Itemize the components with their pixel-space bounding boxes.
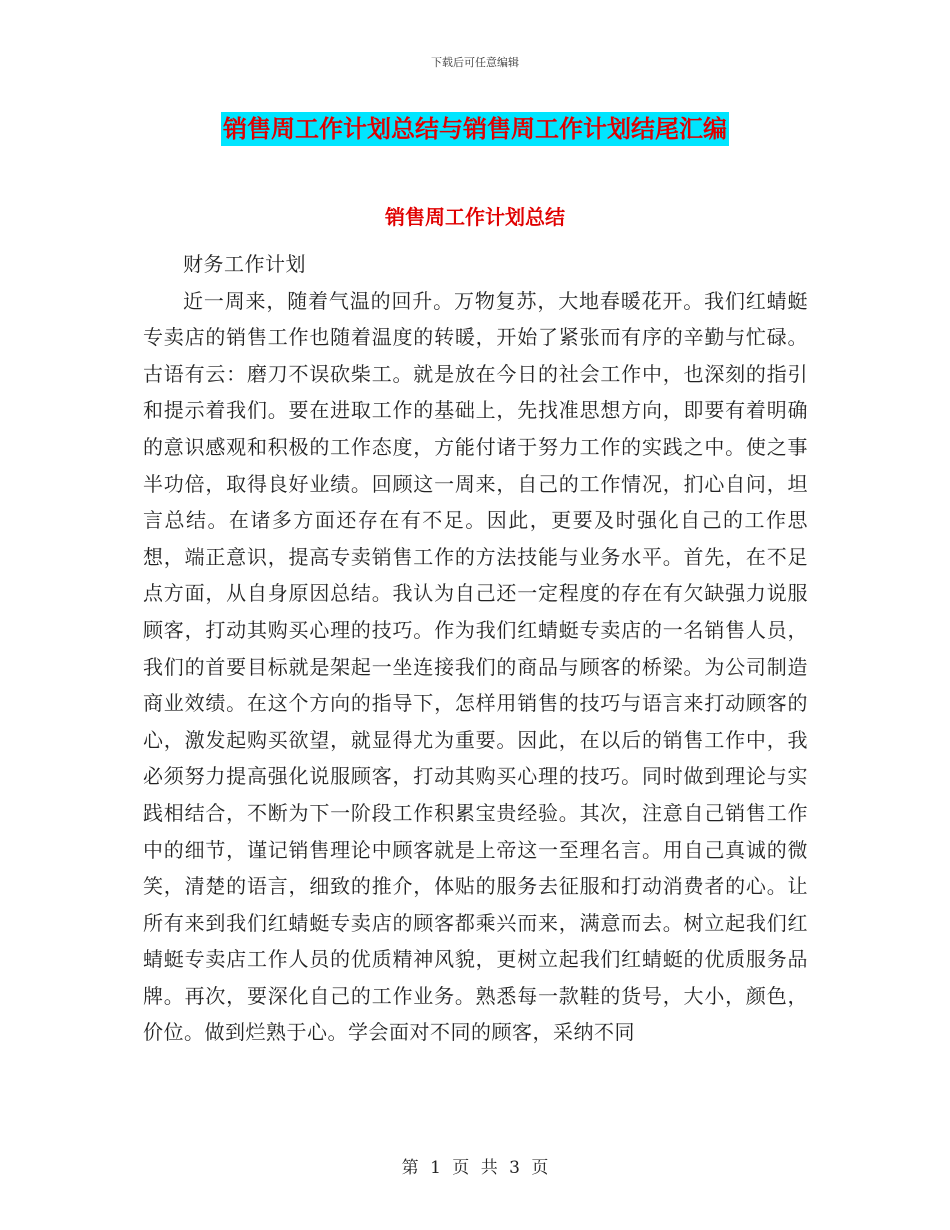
paragraph-body: 近一周来，随着气温的回升。万物复苏，大地春暖花开。我们红蜻蜓专卖店的销售工作也随着温度的转暖，开始了紧张而有序的辛勤与忙碌。古语有云：磨刀不误砍柴工。就是放在今日的社会工作中，也深刻的指引和提示着我们。要在进取工作的基础上，先找准思想方向，即要有着明确的意识感观和积极的工作态度，方能付诸于努力工作的实践之中。使之事半功倍，取得良好业绩。回顾这一周来，自己的工作情况，扪心自问，坦言总结。在诸多方面还存在有不足。因此，更要及时强化自己的工作思想，端正意识，提高专卖销售工作的方法技能与业务水平。首先，在不足点方面，从自身原因总结。我认为自己还一定程度的存在有欠缺强力说服顾客，打动其购买心理的技巧。作为我们红蜻蜓专卖店的一名销售人员，我们的首要目标就是架起一坐连接我们的商品与顾客的桥梁。为公司制造商业效绩。在这个方向的指导下，怎样用销售的技巧与语言来打动顾客的心，激发起购买欲望，就显得尤为重要。因此，在以后的销售工作中，我必须努力提高强化说服顾客，打动其购买心理的技巧。同时做到理论与实践相结合，不断为下一阶段工作积累宝贵经验。其次，注意自己销售工作中的细节，谨记销售理论中顾客就是上帝这一至理名言。用自己真诚的微笑，清楚的语言，细致的推介，体贴的服务去征服和打动消费者的心。让所有来到我们红蜻蜓专卖店的顾客都乘兴而来，满意而去。树立起我们红蜻蜓专卖店工作人员的优质精神风貌，更树立起我们红蜻蜓的优质服务品牌。再次，要深化自己的工作业务。熟悉每一款鞋的货号，大小，颜色，价位。做到烂熟于心。学会面对不同的顾客，采纳不同 (143, 288, 808, 1045)
page-footer: 第 1 页 共 3 页 (401, 1158, 549, 1178)
section-title: 销售周工作计划总结 (385, 205, 565, 229)
main-title: 销售周工作计划总结与销售周工作计划结尾汇编 (221, 112, 729, 146)
paragraph-heading: 财务工作计划 (183, 252, 306, 276)
main-title-container (0, 112, 950, 146)
document-body (143, 246, 808, 1051)
header-note: 下载后可任意编辑 (431, 56, 519, 69)
